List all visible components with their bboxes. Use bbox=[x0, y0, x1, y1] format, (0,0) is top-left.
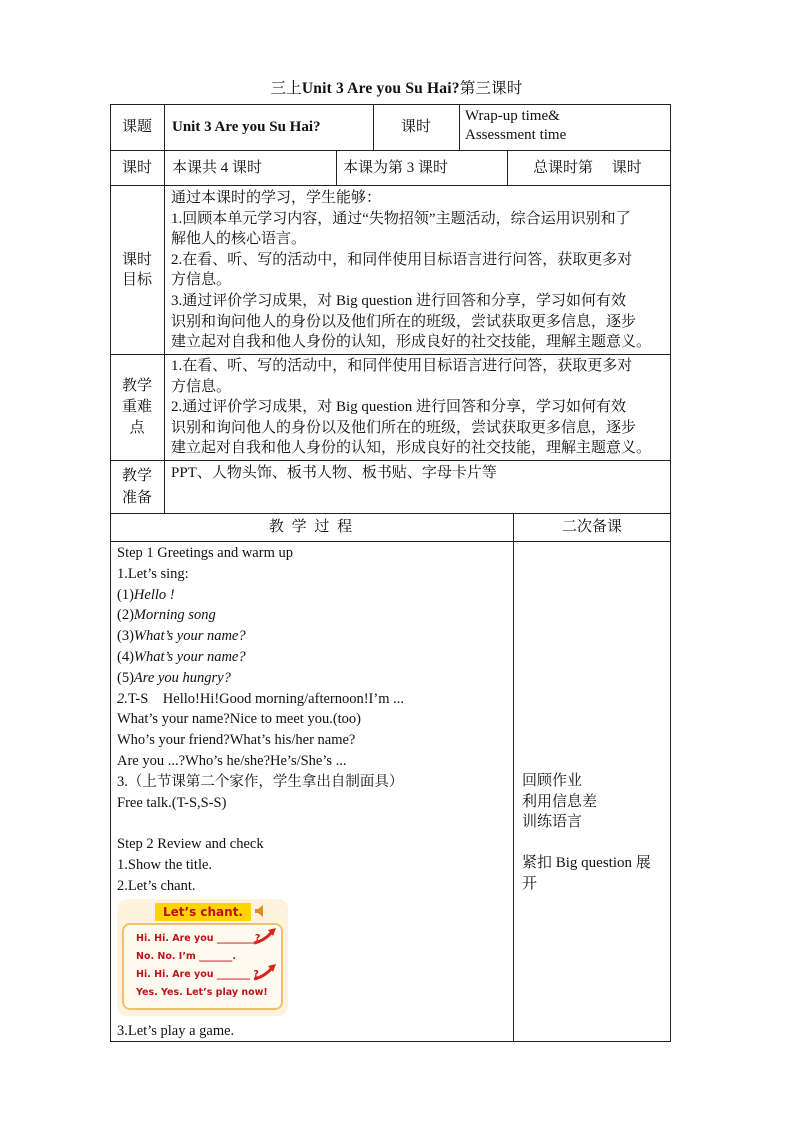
rising-arrow-icon bbox=[252, 963, 278, 981]
title-main: Unit 3 Are you Su Hai? bbox=[301, 80, 460, 97]
objectives-line: 1.回顾本单元学习内容，通过“失物招领”主题活动，综合运用识别和了 bbox=[171, 210, 631, 227]
objectives-line: 识别和询问他人的身份以及他们所在的班级，尝试获取更多信息，逐步 bbox=[171, 313, 637, 330]
lesson-value-line2: Assessment time bbox=[465, 127, 567, 143]
objectives-line: 通过本课时的学习，学生能够： bbox=[171, 190, 382, 206]
overall-hour: 总课时第 课时 bbox=[533, 160, 642, 176]
chant-image bbox=[117, 899, 288, 1016]
ts-line: What’s your name?Nice to meet you.(too) bbox=[117, 711, 362, 728]
show-title-line: 1.Show the title. bbox=[117, 856, 213, 873]
song-item: (4)What’s your name? bbox=[117, 648, 246, 665]
this-hour: 本课为第 3 课时 bbox=[343, 160, 449, 176]
preparation-label-line1: 教学 bbox=[121, 467, 152, 484]
game-line-wrap bbox=[117, 1021, 511, 1042]
topic-label: 课题 bbox=[121, 119, 152, 135]
key-points-line: 建立起对自我和他人身份的认知，形成良好的社交技能，理解主题意义。 bbox=[171, 440, 652, 457]
total-hours: 本课共 4 课时 bbox=[172, 160, 263, 176]
preparation-label bbox=[110, 460, 164, 513]
sing-label: 1.Let’s sing: bbox=[117, 565, 189, 582]
key-points-line: 识别和询问他人的身份以及他们所在的班级，尝试获取更多信息，逐步 bbox=[171, 419, 637, 436]
chant-label: 2.Let’s chant. bbox=[117, 877, 196, 894]
title-suffix: 第三课时 bbox=[459, 80, 523, 97]
notes-content bbox=[522, 771, 668, 895]
chant-heading: Let’s chant. bbox=[155, 903, 251, 921]
objectives-line: 3.通过评价学习成果，对 Big question 进行回答和分享，学习如何有效 bbox=[171, 292, 627, 309]
song-item: (2)Morning song bbox=[117, 607, 216, 624]
key-points-label-line2: 重难 bbox=[121, 398, 152, 415]
rising-arrow-icon bbox=[252, 927, 278, 945]
lesson-value bbox=[465, 107, 665, 145]
chant-line: Hi. Hi. Are you ________? bbox=[136, 933, 261, 944]
key-points-label bbox=[110, 354, 164, 460]
preparation-value: PPT、人物头饰、板书人物、板书贴、字母卡片等 bbox=[171, 465, 497, 481]
song-item: (1)Hello ! bbox=[117, 586, 175, 603]
game-line: 3.Let’s play a game. bbox=[117, 1023, 235, 1039]
chant-line: Hi. Hi. Are you _______ ? bbox=[136, 969, 259, 980]
lesson-label: 课时 bbox=[400, 119, 431, 135]
topic-value: Unit 3 Are you Su Hai? bbox=[172, 119, 321, 135]
note-line: 回顾作业 bbox=[522, 773, 583, 789]
process-content bbox=[117, 543, 511, 897]
ts-line: Who’s your friend?What’s his/her name? bbox=[117, 732, 356, 749]
document-title bbox=[0, 76, 793, 98]
lesson-value-line1: Wrap-up time& bbox=[465, 108, 560, 124]
chant-line: Yes. Yes. Let’s play now! bbox=[136, 987, 268, 998]
process-header: 教 学 过 程 bbox=[268, 519, 355, 535]
objectives-line: 解他人的核心语言。 bbox=[171, 231, 307, 248]
song-item: (5)Are you hungry? bbox=[117, 669, 231, 686]
objectives-label-line2: 目标 bbox=[121, 271, 152, 288]
song-item: (3)What’s your name? bbox=[117, 628, 246, 645]
free-talk-line: Free talk.(T-S,S-S) bbox=[117, 794, 227, 811]
key-points-label-line3: 点 bbox=[129, 419, 145, 436]
objectives-text bbox=[171, 188, 667, 353]
title-prefix: 三上 bbox=[270, 80, 302, 97]
note-line: 训练语言 bbox=[522, 814, 583, 831]
chant-line: No. No. I’m _______. bbox=[136, 951, 236, 962]
objectives-line: 方信息。 bbox=[171, 272, 232, 289]
note-line: 开 bbox=[522, 875, 538, 892]
key-points-line: 2.通过评价学习成果，对 Big question 进行回答和分享，学习如何有效 bbox=[171, 399, 627, 416]
step2-title: Step 2 Review and check bbox=[117, 836, 264, 853]
objectives-line: 2.在看、听、写的活动中，和同伴使用目标语言进行问答，获取更多对 bbox=[171, 251, 633, 268]
step1-title: Step 1 Greetings and warm up bbox=[117, 545, 293, 561]
objectives-label bbox=[110, 185, 164, 354]
key-points-line: 方信息。 bbox=[171, 378, 232, 395]
ts-line: Are you ...?Who’s he/she?He’s/She’s ... bbox=[117, 752, 347, 769]
hours-label: 课时 bbox=[121, 159, 152, 176]
key-points-label-line1: 教学 bbox=[121, 377, 152, 394]
key-points-line: 1.在看、听、写的活动中，和同伴使用目标语言进行问答，获取更多对 bbox=[171, 358, 633, 374]
note-line: 紧扣 Big question 展 bbox=[522, 855, 651, 872]
ts-line: 2.T-S Hello!Hi!Good morning/afternoon!I’m ... bbox=[117, 690, 404, 707]
objectives-label-line1: 课时 bbox=[121, 251, 152, 268]
preparation-label-line2: 准备 bbox=[121, 489, 152, 506]
note-line: 利用信息差 bbox=[522, 793, 598, 810]
objectives-line: 建立起对自我和他人身份的认知，形成良好的社交技能，理解主题意义。 bbox=[171, 334, 652, 351]
key-points-text bbox=[171, 356, 667, 459]
speaker-icon bbox=[255, 905, 265, 917]
notes-header: 二次备课 bbox=[561, 519, 622, 535]
chant-panel bbox=[122, 923, 283, 1010]
item3-line: 3.（上节课第二个家作，学生拿出自制面具） bbox=[117, 773, 404, 790]
